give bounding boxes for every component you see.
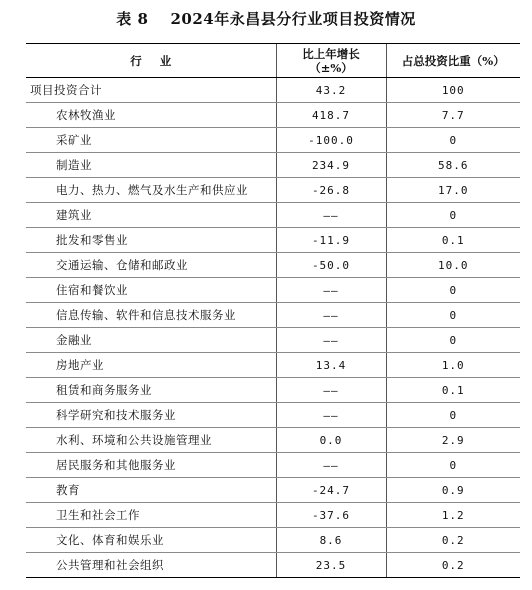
growth-value: ——: [276, 303, 386, 328]
industry-name: 交通运输、仓储和邮政业: [26, 253, 276, 278]
industry-name: 文化、体育和娱乐业: [26, 528, 276, 553]
table-row: [26, 303, 520, 328]
share-value: 1.2: [386, 503, 520, 528]
table-row: [26, 328, 520, 353]
share-value: 0: [386, 278, 520, 303]
share-value: 100: [386, 78, 520, 103]
table-number: 表 8: [116, 10, 149, 28]
industry-name: 批发和零售业: [26, 228, 276, 253]
share-value: 0: [386, 203, 520, 228]
industry-name: 租赁和商务服务业: [26, 378, 276, 403]
header-growth-line1: 比上年增长: [302, 46, 360, 61]
header-growth-line2: （±%）: [309, 60, 353, 75]
growth-value: 8.6: [276, 528, 386, 553]
industry-name: 住宿和餐饮业: [26, 278, 276, 303]
table-title: [0, 8, 532, 29]
growth-value: -100.0: [276, 128, 386, 153]
header-share: 占总投资比重（%）: [386, 44, 520, 78]
share-value: 0: [386, 303, 520, 328]
growth-value: ——: [276, 403, 386, 428]
share-value: 0.2: [386, 528, 520, 553]
share-value: 2.9: [386, 428, 520, 453]
growth-value: -24.7: [276, 478, 386, 503]
header-row: [26, 44, 520, 78]
share-value: 0.2: [386, 553, 520, 578]
share-value: 10.0: [386, 253, 520, 278]
growth-value: ——: [276, 378, 386, 403]
growth-value: -50.0: [276, 253, 386, 278]
industry-name: 制造业: [26, 153, 276, 178]
growth-value: ——: [276, 453, 386, 478]
table-row: [26, 103, 520, 128]
table-row: [26, 153, 520, 178]
table-row: [26, 128, 520, 153]
industry-name: 房地产业: [26, 353, 276, 378]
growth-value: -11.9: [276, 228, 386, 253]
share-value: 0.1: [386, 378, 520, 403]
table-row: [26, 353, 520, 378]
table-row: [26, 178, 520, 203]
table-row: [26, 228, 520, 253]
growth-value: 0.0: [276, 428, 386, 453]
share-value: 58.6: [386, 153, 520, 178]
header-growth: [276, 44, 386, 78]
industry-name: 公共管理和社会组织: [26, 553, 276, 578]
share-value: 0: [386, 453, 520, 478]
growth-value: ——: [276, 328, 386, 353]
investment-table: [26, 43, 520, 578]
table-row: [26, 453, 520, 478]
share-value: 0.1: [386, 228, 520, 253]
share-value: 0: [386, 328, 520, 353]
growth-value: 13.4: [276, 353, 386, 378]
growth-value: 418.7: [276, 103, 386, 128]
industry-name: 农林牧渔业: [26, 103, 276, 128]
industry-name: 科学研究和技术服务业: [26, 403, 276, 428]
growth-value: 234.9: [276, 153, 386, 178]
table-row: [26, 253, 520, 278]
table-row: [26, 78, 520, 103]
growth-value: 43.2: [276, 78, 386, 103]
growth-value: -26.8: [276, 178, 386, 203]
header-industry: 行业: [26, 44, 276, 78]
share-value: 7.7: [386, 103, 520, 128]
industry-name: 水利、环境和公共设施管理业: [26, 428, 276, 453]
industry-name: 金融业: [26, 328, 276, 353]
table-row: [26, 553, 520, 578]
table-row: [26, 478, 520, 503]
table-row: [26, 278, 520, 303]
table-row: [26, 403, 520, 428]
growth-value: -37.6: [276, 503, 386, 528]
industry-name: 采矿业: [26, 128, 276, 153]
share-value: 0: [386, 403, 520, 428]
industry-name: 电力、热力、燃气及水生产和供应业: [26, 178, 276, 203]
industry-name: 信息传输、软件和信息技术服务业: [26, 303, 276, 328]
table-row: [26, 378, 520, 403]
industry-name: 教育: [26, 478, 276, 503]
table-row: [26, 428, 520, 453]
table-row: [26, 203, 520, 228]
table-caption: 2024年永昌县分行业项目投资情况: [170, 10, 416, 28]
table-body: [26, 78, 520, 578]
share-value: 0: [386, 128, 520, 153]
table-row: [26, 528, 520, 553]
industry-name: 居民服务和其他服务业: [26, 453, 276, 478]
growth-value: 23.5: [276, 553, 386, 578]
share-value: 0.9: [386, 478, 520, 503]
industry-name: 项目投资合计: [26, 78, 276, 103]
industry-name: 建筑业: [26, 203, 276, 228]
share-value: 17.0: [386, 178, 520, 203]
growth-value: ——: [276, 278, 386, 303]
industry-name: 卫生和社会工作: [26, 503, 276, 528]
growth-value: ——: [276, 203, 386, 228]
table-row: [26, 503, 520, 528]
share-value: 1.0: [386, 353, 520, 378]
